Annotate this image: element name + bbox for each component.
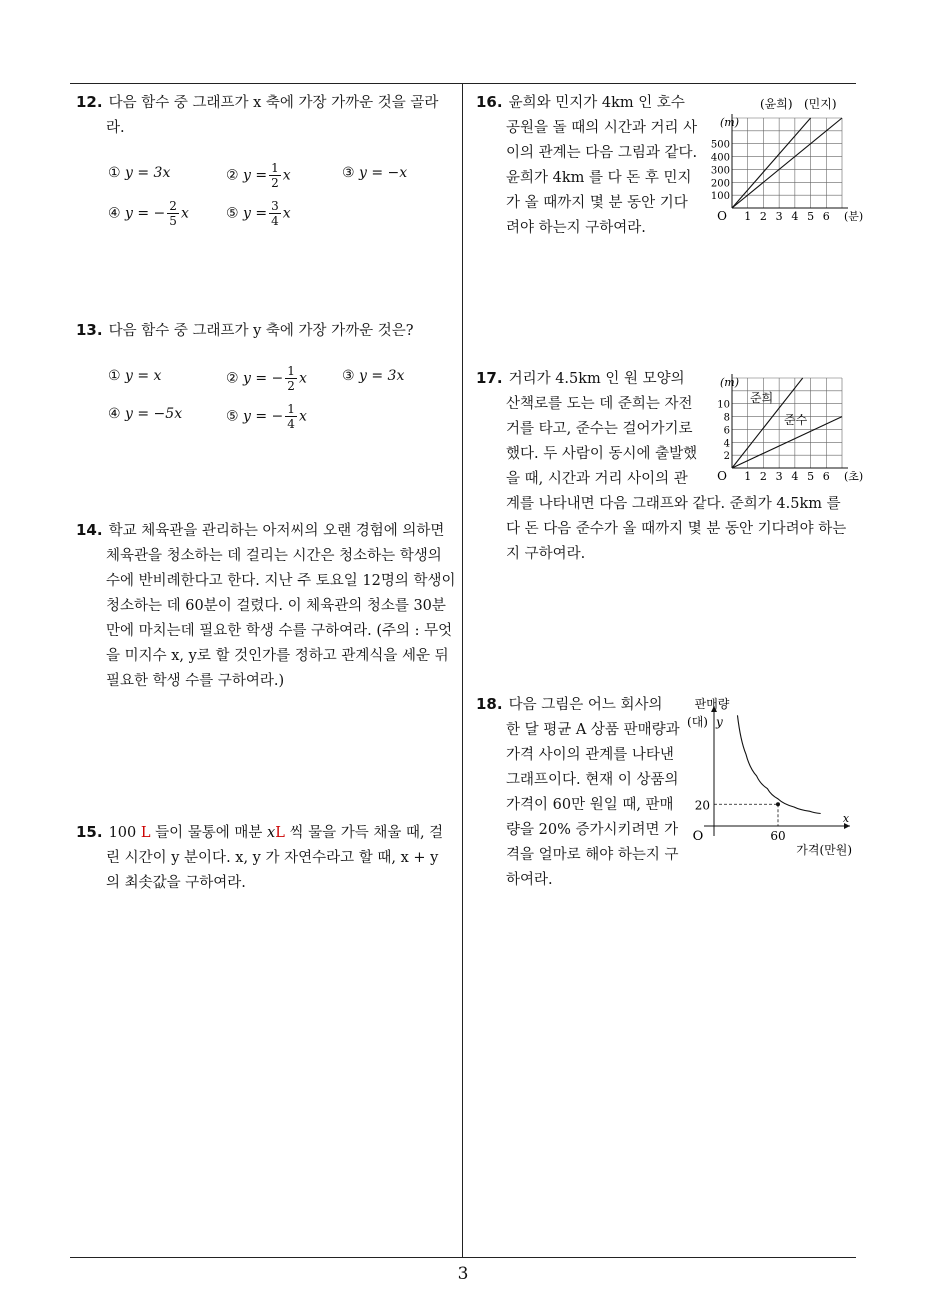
x-tick-label: 3	[775, 210, 783, 223]
marked-point	[776, 802, 780, 806]
question-number: 13.	[76, 321, 103, 339]
column-divider	[462, 83, 463, 1257]
y-tick-label: 10	[717, 399, 730, 411]
question-number: 15.	[76, 823, 103, 841]
y-tick-label: 2	[723, 451, 730, 463]
y-tick-label: 20	[694, 798, 710, 813]
page-number: 3	[457, 1264, 469, 1284]
x-tick-label: 6	[822, 470, 830, 483]
series-line	[732, 118, 811, 208]
series-label: 준수	[784, 413, 808, 427]
y-axis-label: (m)	[720, 376, 740, 389]
y-axis-title: 판매량	[694, 697, 730, 711]
y-axis-label: (m)	[720, 116, 740, 129]
bottom-rule	[70, 1257, 856, 1258]
y-tick-label: 200	[710, 178, 730, 190]
answer-options	[108, 161, 456, 241]
x-axis-label: (초)	[844, 470, 864, 483]
question-number: 12.	[76, 93, 103, 111]
x-tick-label: 1	[744, 210, 752, 223]
x-axis-label: (분)	[844, 210, 864, 223]
x-variable: x	[842, 812, 850, 825]
liter-unit: L	[140, 825, 151, 841]
y-tick-label: 500	[710, 139, 730, 151]
option-4[interactable]: ④ y = − $\frac{2}{5}$ x	[108, 199, 189, 228]
question-14	[76, 518, 456, 694]
question-text: 100 L 들이 물통에 매분 xL 씩 물을 가득 채울 때, 걸린 시간이 y 분이다. x, y 가 자연수라고 할 때, x + y 의 최솟값을 구하여라.	[106, 825, 444, 891]
answer-options	[108, 364, 456, 444]
liter-unit: L	[275, 825, 285, 841]
x-tick-label: 2	[759, 210, 767, 223]
x-tick-label: 5	[807, 210, 815, 223]
question-text: 윤희와 민지가 4km 인 호수 공원을 돌 때의 시간과 거리 사이의 관계는 다음 그림과 같다. 윤희가 4km 를 다 돈 후 민지가 올 때까지 몇 분 동안 기다려야 하는지 구하여라.	[506, 95, 698, 236]
origin-label: O	[692, 829, 704, 844]
x-axis-label: 가격(만원)	[796, 843, 852, 857]
origin-label: O	[717, 469, 727, 483]
series-line	[732, 118, 842, 208]
question-15	[76, 820, 456, 896]
question-18	[476, 692, 856, 893]
question-17	[476, 366, 864, 567]
x-tick-label: 3	[775, 470, 783, 483]
x-tick-label: 4	[791, 470, 799, 483]
y-tick-label: 8	[723, 412, 730, 424]
x-tick-label: 1	[744, 470, 752, 483]
option-3[interactable]: ③ y = −x	[342, 165, 408, 181]
question-text: 다음 함수 중 그래프가 y 축에 가장 가까운 것은?	[108, 323, 414, 339]
question-16	[476, 90, 864, 241]
chart-16	[708, 90, 864, 232]
question-number: 17.	[476, 369, 503, 387]
chart-17	[708, 366, 864, 486]
origin-label: O	[717, 209, 727, 223]
question-text: 거리가 4.5km 인 원 모양의 산책로를 도는 데 준희는 자전거를 타고, 준수는 걸어가기로 했다. 두 사람이 동시에 출발했을 때, 시간과 거리 사이의 관계를 나타내면 다음 그래프와 같다. 준희가 4.5km 를 다 돈 다음 준수가 올 때까지 몇 분 동안 기다려야 하는지 구하여라.	[506, 371, 847, 562]
option-5[interactable]: ⑤ y = − $\frac{1}{4}$ x	[226, 402, 307, 431]
option-2[interactable]: ② y = $\frac{1}{2}$ x	[226, 161, 291, 190]
question-text: 학교 체육관을 관리하는 아저씨의 오랜 경험에 의하면 체육관을 청소하는 데 걸리는 시간은 청소하는 학생의 수에 반비례한다고 한다. 지난 주 토요일 12명의 학생이 청소하는 데 60분이 걸렸다. 이 체육관의 청소를 30분만에 마치는데 필요한 학생 수를 구하여라. (주의 : 무엇을 미지수 x, y로 할 것인가를 정하고 관계식을 세운 뒤 필요한 학생 수를 구하여라.)	[106, 523, 456, 689]
option-3[interactable]: ③ y = 3x	[342, 368, 405, 384]
series-label: (윤희)	[760, 97, 793, 111]
y-tick-label: 6	[723, 425, 730, 437]
x-tick-label: 4	[791, 210, 799, 223]
x-tick-label: 6	[822, 210, 830, 223]
x-tick-label: 60	[770, 829, 786, 843]
question-number: 18.	[476, 695, 503, 713]
y-tick-label: 300	[710, 165, 730, 177]
x-tick-label: 5	[807, 470, 815, 483]
question-text: 다음 그림은 어느 회사의 한 달 평균 A 상품 판매량과 가격 사이의 관계를 나타낸 그래프이다. 현재 이 상품의 가격이 60만 원일 때, 판매량을 20% 증가시키려면 가격을 얼마로 해야 하는지 구하여라.	[506, 697, 680, 888]
y-tick-label: 4	[723, 438, 730, 450]
question-number: 16.	[476, 93, 503, 111]
y-axis-unit: (대)	[687, 715, 708, 729]
option-2[interactable]: ② y = − $\frac{1}{2}$ x	[226, 364, 307, 393]
question-number: 14.	[76, 521, 103, 539]
question-13	[76, 318, 456, 444]
option-5[interactable]: ⑤ y = $\frac{3}{4}$ x	[226, 199, 291, 228]
option-4[interactable]: ④ y = −5x	[108, 406, 183, 422]
option-1[interactable]: ① y = 3x	[108, 165, 171, 181]
option-1[interactable]: ① y = x	[108, 368, 162, 384]
y-variable: y	[716, 715, 723, 729]
question-12	[76, 90, 456, 241]
chart-18	[684, 692, 856, 864]
x-tick-label: 2	[759, 470, 767, 483]
y-tick-label: 100	[710, 191, 730, 203]
y-tick-label: 400	[710, 152, 730, 164]
top-rule	[70, 83, 856, 84]
series-label: 준희	[750, 391, 774, 405]
series-label: (민지)	[804, 97, 837, 111]
series-curve	[737, 715, 820, 813]
question-text: 다음 함수 중 그래프가 x 축에 가장 가까운 것을 골라라.	[106, 95, 439, 136]
